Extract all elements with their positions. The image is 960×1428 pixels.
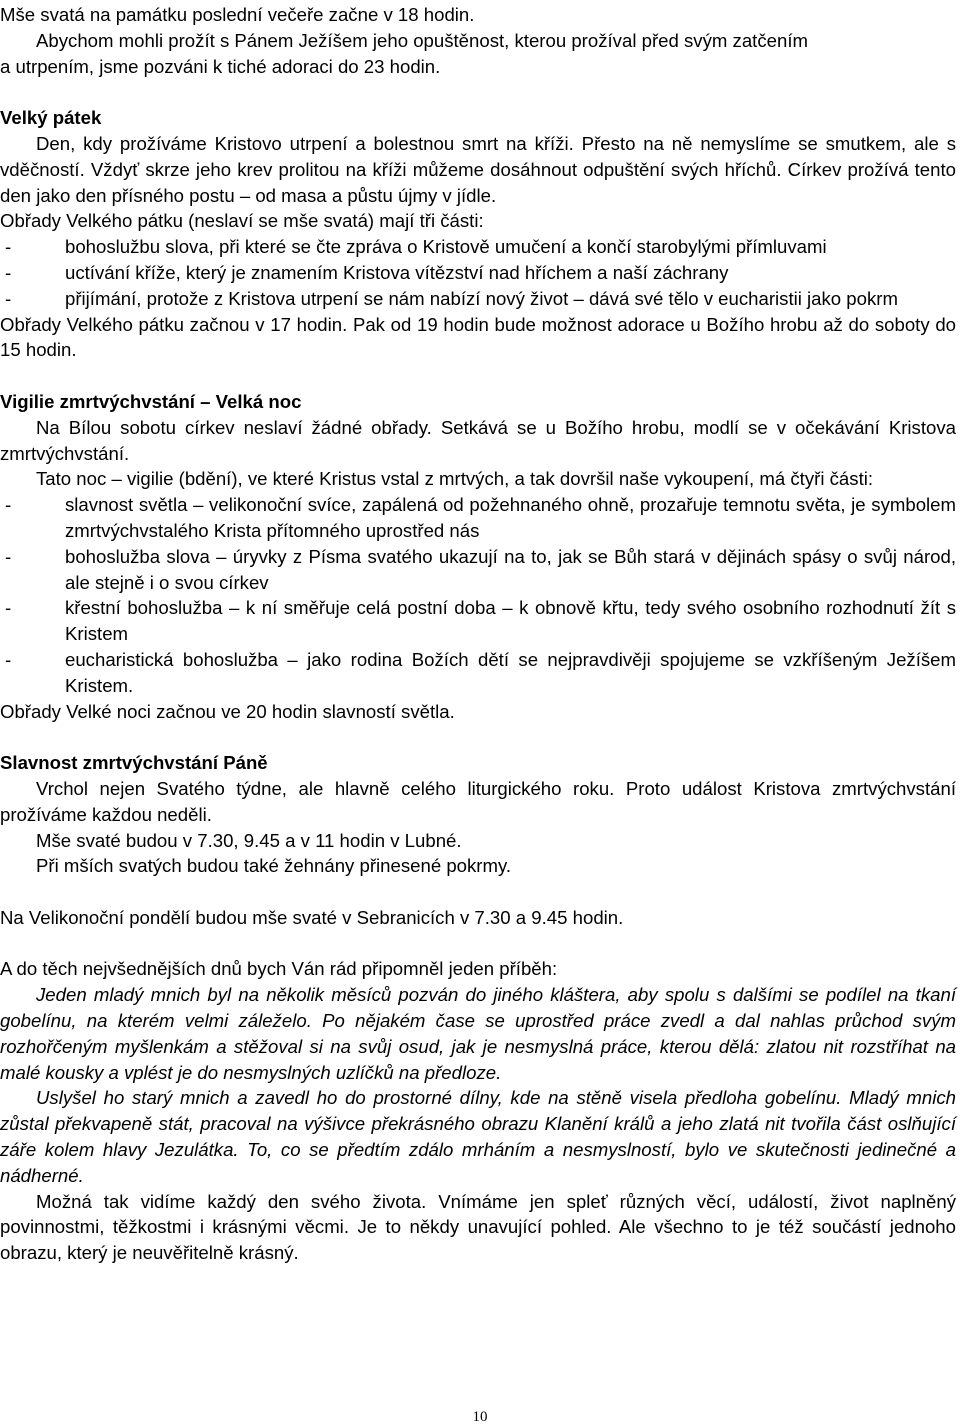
easter-paragraph: Vrchol nejen Svatého týdne, ale hlavně celého liturgického roku. Proto událost Kristova zmrtvýchvstání prožíváme každou neděli.: [0, 777, 956, 825]
good-friday-paragraph: Den, kdy prožíváme Kristovo utrpení a bolestnou smrt na kříži. Přesto na ně nemyslíme se smutkem, ale s vděčností. Vždyť skrze jeho krev prolitou na kříži můžeme dosáhnout odpuštění svých hříchů. Církev prožívá tento den jako den přísného postu – od masa a půstu újmy v jídle.: [0, 132, 956, 206]
list-item: [0, 544, 956, 596]
list-item: [0, 492, 956, 544]
good-friday-heading: Velký pátek: [0, 107, 102, 129]
list-item-text: křestní bohoslužba – k ní směřuje celá postní doba – k obnově křtu, tedy svého osobního rozhodnutí žít s Kristem: [65, 597, 956, 645]
spacer: [0, 931, 956, 957]
easter-mass-times: Mše svaté budou v 7.30, 9.45 a v 11 hodin v Lubné.: [36, 829, 462, 851]
list-dash: -: [5, 597, 12, 619]
easter-blessing: Při mších svatých budou také žehnány přinesené pokrmy.: [36, 855, 512, 877]
spacer: [0, 724, 956, 750]
story-reflection: Možná tak vidíme každý den svého života. Vnímáme jen spleť různých věcí, událostí, život naplněný povinnostmi, těžkostmi i krásnými věcmi. Je to někdy unavující pohled. Ale všechno to je též součástí jednoho obrazu, který je neuvěřitelně krásný.: [0, 1190, 956, 1264]
story-paragraph-1: Jeden mladý mnich byl na několik měsíců pozván do jiného kláštera, aby spolu s dalšími se podílel na tkaní gobelínu, na kterém velmi záleželo. Po nějakém čase se uprostřed práce zvedl a dal nahlas průchod svým rozhořčeným myšlenkám a stěžoval si na svůj osud, jak je nesmyslná práce, kterou dělá: zlatou nit rozstříhat na malé kousky a vplést je do nesmyslných uzlíčků na předloze.: [0, 984, 956, 1083]
list-item: [0, 260, 956, 286]
list-item: [0, 647, 956, 699]
vigil-heading: Vigilie zmrtvýchvstání – Velká noc: [0, 390, 302, 412]
spacer: [0, 79, 956, 105]
list-dash: -: [5, 261, 12, 283]
list-item-text: eucharistická bohoslužba – jako rodina Božích dětí se nejpravdivěji spojujeme se vzkříšeným Ježíšem Kristem.: [65, 648, 956, 696]
list-item: [0, 595, 956, 647]
list-item: [0, 286, 956, 312]
list-dash: -: [5, 494, 12, 516]
vigil-schedule: Obřady Velké noci začnou ve 20 hodin slavností světla.: [0, 700, 455, 722]
list-item-text: slavnost světla – velikonoční svíce, zapálená od požehnaného ohně, prozařuje temnotu světa, je symbolem zmrtvýchvstalého Krista přítomného uprostřed nás: [65, 494, 956, 541]
document-page: [0, 2, 956, 1266]
easter-monday-masses: Na Velikonoční pondělí budou mše svaté v Sebranicích v 7.30 a 9.45 hodin.: [0, 906, 624, 928]
intro-adoration-line: Abychom mohli prožít s Pánem Ježíšem jeho opuštěnost, kterou prožíval před svým zatčením: [36, 29, 808, 51]
list-dash: -: [5, 545, 12, 567]
list-item-text: uctívání kříže, který je znamením Kristova vítězství nad hříchem a naší záchrany: [65, 261, 729, 283]
list-dash: -: [5, 287, 12, 309]
vigil-paragraph-night: Tato noc – vigilie (bdění), ve které Kristus vstal z mrtvých, a tak dovršil naše vykoupení, má čtyři části:: [36, 468, 874, 490]
story-intro: A do těch nejvšednějších dnů bych Ván rád připomněl jeden příběh:: [0, 958, 558, 980]
list-item-text: přijímání, protože z Kristova utrpení se nám nabízí nový život – dává své tělo v eucharistii jako pokrm: [65, 287, 898, 309]
intro-adoration-line-end: a utrpením, jsme pozváni k tiché adoraci do 23 hodin.: [0, 55, 441, 77]
easter-heading: Slavnost zmrtvýchvstání Páně: [0, 752, 268, 774]
vigil-paragraph-saturday: Na Bílou sobotu církev neslaví žádné obřady. Setkává se u Božího hrobu, modlí se v očekávání Kristova zmrtvýchvstání.: [0, 416, 956, 464]
good-friday-rites-intro: Obřady Velkého pátku (neslaví se mše svatá) mají tři části:: [0, 210, 484, 232]
list-item: [0, 234, 956, 260]
good-friday-schedule: Obřady Velkého pátku začnou v 17 hodin. Pak od 19 hodin bude možnost adorace u Božího hrobu až do soboty do 15 hodin.: [0, 313, 956, 361]
list-dash: -: [5, 236, 12, 258]
list-dash: -: [5, 648, 12, 670]
page-number: 10: [472, 1409, 488, 1425]
spacer: [0, 363, 956, 389]
list-item-text: bohoslužba slova – úryvky z Písma svatého ukazují na to, jak se Bůh stará v dějinách spásy o svůj národ, ale stejně i o svou církev: [65, 545, 956, 593]
spacer: [0, 879, 956, 905]
list-item-text: bohoslužbu slova, při které se čte zpráva o Kristově umučení a končí starobylými přímluvami: [65, 236, 827, 258]
story-paragraph-2: Uslyšel ho starý mnich a zavedl ho do prostorné dílny, kde na stěně visela předloha gobelínu. Mladý mnich zůstal překvapeně stát, pracoval na výšivce překrásného obrazu Klanění králů a jeho zlatá nit tvořila část oslňující záře kolem hlavy Jezulátka. To, co se předtím zdálo mrháním a nesmyslností, bylo ve skutečnosti jedinečné a nádherné.: [0, 1087, 956, 1186]
intro-mass-time: Mše svatá na památku poslední večeře začne v 18 hodin.: [0, 4, 475, 25]
